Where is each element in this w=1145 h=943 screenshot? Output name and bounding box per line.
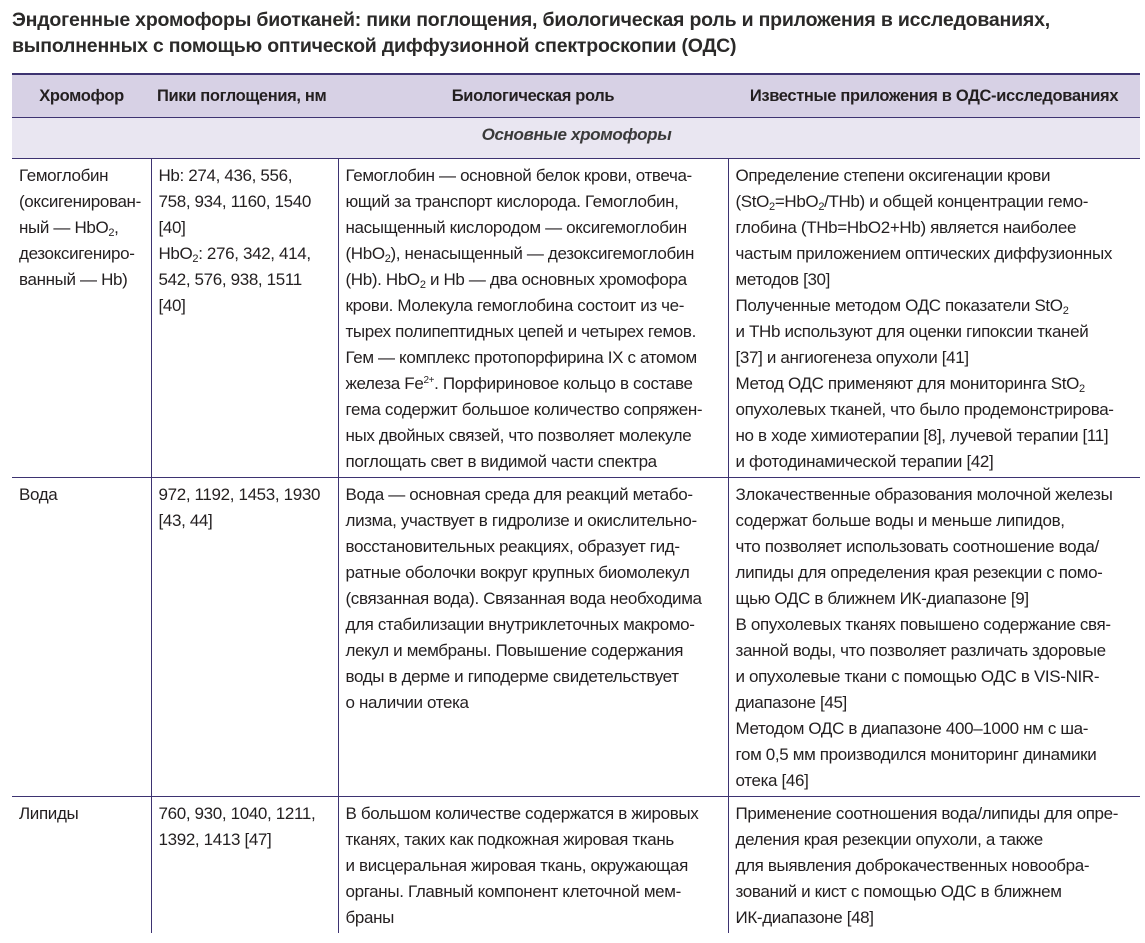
- text-line: методов [30]: [735, 270, 831, 289]
- text-line: зований и кист с помощью ОДС в ближнем: [735, 882, 1062, 901]
- text-line: Вода — основная среда для реакций метабо-: [345, 485, 693, 504]
- text-line: и THb используют для оценки гипоксии тканей: [735, 322, 1089, 341]
- cell-role: [338, 797, 728, 934]
- text-line: органы. Главный компонент клеточной мем-: [345, 882, 681, 901]
- text-span: (StO: [735, 192, 770, 211]
- text-line: лекул и мембраны. Повышение содержания: [345, 641, 684, 660]
- text-line: восстановительных реакциях, образует гид-: [345, 537, 680, 556]
- subscript: 2: [384, 253, 391, 265]
- text-line: насыщенный кислородом — оксигемоглобин: [345, 218, 687, 237]
- text-line: Hb: 274, 436, 556,: [158, 166, 293, 185]
- text-line: о наличии отека: [345, 693, 469, 712]
- text-line: для выявления доброкачественных новообра-: [735, 856, 1090, 875]
- subscript: 2: [108, 227, 115, 239]
- subscript: 2: [818, 201, 825, 213]
- cell-role: [338, 159, 728, 478]
- text-line: (связанная вода). Связанная вода необходима: [345, 589, 702, 608]
- text-line: но в ходе химиотерапии [8], лучевой терапии [11]: [735, 426, 1109, 445]
- text-span: ), ненасыщенный — дезоксигемоглобин: [390, 244, 695, 263]
- text-line: браны: [345, 908, 395, 927]
- header-role: Биологическая роль: [338, 74, 728, 118]
- table-row-lipids: [12, 797, 1140, 934]
- text-span: (HbO: [345, 244, 385, 263]
- cell-applications: [728, 797, 1140, 934]
- text-line: крови. Молекула гемоглобина состоит из че-: [345, 296, 685, 315]
- title-line-1: Эндогенные хромофоры биотканей: пики поглощения, биологическая роль и приложения в исследованиях,: [12, 9, 1050, 31]
- text-line: Применение соотношения вода/липиды для опре-: [735, 804, 1119, 823]
- text-line: Гемоглобин — основной белок крови, отвеча-: [345, 166, 692, 185]
- text-line: 758, 934, 1160, 1540: [158, 192, 311, 211]
- text-line: 1392, 1413 [47]: [158, 830, 272, 849]
- text-line: 760, 930, 1040, 1211,: [158, 804, 316, 823]
- text-line: (оксигенирован-: [19, 192, 141, 211]
- subscript: 2: [1062, 305, 1069, 317]
- text-line: ющий за транспорт кислорода. Гемоглобин,: [345, 192, 679, 211]
- table-row-hemoglobin: [12, 159, 1140, 478]
- text-line: гема содержит большое количество сопряжен-: [345, 400, 703, 419]
- text-line: ных двойных связей, что позволяет молекуле: [345, 426, 692, 445]
- header-row: [12, 74, 1140, 118]
- cell-peaks: [151, 797, 338, 934]
- text-line: Злокачественные образования молочной железы: [735, 485, 1113, 504]
- cell-peaks: [151, 159, 338, 478]
- cell-chromophore: [12, 159, 151, 478]
- text-line: 542, 576, 938, 1511: [158, 270, 302, 289]
- text-span: и Hb — два основных хромофора: [425, 270, 687, 289]
- text-line: глобина (THb=HbO2+Hb) является наиболее: [735, 218, 1077, 237]
- title-line-2: выполненных с помощью оптической диффузионной спектроскопии (ОДС): [12, 35, 737, 57]
- text-line: В опухолевых тканях повышено содержание свя-: [735, 615, 1111, 634]
- text-line: Определение степени оксигенации крови: [735, 166, 1051, 185]
- text-line: [346, 267, 722, 293]
- text-line: тырех полипептидных цепей и четырех гемов.: [345, 322, 696, 341]
- text-line: опухолевых тканей, что было продемонстрирова-: [735, 400, 1114, 419]
- text-line: и опухолевые ткани с помощью ОДС в VIS-NIR-: [735, 667, 1100, 686]
- text-line: частым приложением оптических диффузионных: [735, 244, 1112, 263]
- text-line: дезоксигениро-: [19, 244, 135, 263]
- text-line: и висцеральная жировая ткань, окружающая: [345, 856, 689, 875]
- text-line: деления края резекции опухоли, а также: [735, 830, 1043, 849]
- text-line: [159, 241, 332, 267]
- text-line: [736, 371, 1135, 397]
- text-line: 972, 1192, 1453, 1930: [158, 485, 321, 504]
- text-line: ванный — Hb): [19, 270, 128, 289]
- text-line: Методом ОДС в диапазоне 400–1000 нм с ша-: [735, 719, 1089, 738]
- subscript: 2: [769, 201, 775, 213]
- text-span: : 276, 342, 414,: [198, 244, 311, 263]
- text-line: для стабилизации внутриклеточных макромо-: [345, 615, 695, 634]
- text-line: тканях, таких как подкожная жировая ткань: [345, 830, 674, 849]
- text-line: лизма, участвует в гидролизе и окислительно-: [345, 511, 697, 530]
- subscript: 2: [1079, 383, 1085, 395]
- text-line: что позволяет использовать соотношение вода/: [735, 537, 1099, 556]
- section-row: [12, 118, 1140, 159]
- text-line: [19, 215, 145, 241]
- text-line: поглощать свет в видимой части спектра: [345, 452, 657, 471]
- text-line: Гемоглобин: [19, 166, 109, 185]
- subscript: 2: [192, 253, 199, 265]
- text-span: =HbO: [774, 192, 819, 211]
- text-line: ИК-диапазоне [48]: [735, 908, 874, 927]
- text-line: занной воды, что позволяет различать здоровые: [735, 641, 1106, 660]
- text-line: В большом количестве содержатся в жировых: [345, 804, 699, 823]
- cell-peaks: [151, 478, 338, 797]
- cell-applications: [728, 159, 1140, 478]
- text-line: диапазоне [45]: [735, 693, 847, 712]
- text-span: ный — HbO: [19, 218, 109, 237]
- header-peaks: Пики поглощения, нм: [151, 74, 338, 118]
- text-line: содержат больше воды и меньше липидов,: [735, 511, 1065, 530]
- text-span: железа Fe: [345, 374, 424, 393]
- text-span: Метод ОДС применяют для мониторинга StO: [735, 374, 1080, 393]
- text-line: и фотодинамической терапии [42]: [735, 452, 994, 471]
- cell-role: [338, 478, 728, 797]
- text-line: [43, 44]: [158, 511, 213, 530]
- text-line: гом 0,5 мм производился мониторинг динамики: [735, 745, 1097, 764]
- subscript: 2: [419, 279, 426, 291]
- header-applications: Известные приложения в ОДС-исследованиях: [728, 74, 1140, 118]
- text-span: Полученные методом ОДС показатели StO: [735, 296, 1063, 315]
- text-line: Гем — комплекс протопорфирина IX с атомом: [345, 348, 697, 367]
- text-line: липиды для определения края резекции с помо-: [735, 563, 1103, 582]
- text-span: /THb) и общей концентрации гемо-: [824, 192, 1089, 211]
- text-span: ,: [114, 218, 119, 237]
- text-span: (Hb). HbO: [345, 270, 420, 289]
- table-row-water: [12, 478, 1140, 797]
- header-chromophore: Хромофор: [12, 74, 151, 118]
- text-line: [346, 241, 722, 267]
- chromophores-table: [12, 73, 1140, 933]
- text-line: [40]: [158, 218, 186, 237]
- table-title: [12, 7, 1140, 59]
- text-line: [736, 293, 1135, 319]
- text-line: [37] и ангиогенеза опухоли [41]: [735, 348, 969, 367]
- text-line: воды в дерме и гиподерме свидетельствует: [345, 667, 679, 686]
- text-line: щью ОДС в ближнем ИК-диапазоне [9]: [735, 589, 1029, 608]
- cell-chromophore: Липиды: [12, 797, 151, 934]
- cell-applications: [728, 478, 1140, 797]
- text-line: [40]: [158, 296, 186, 315]
- text-line: ратные оболочки вокруг крупных биомолекул: [345, 563, 690, 582]
- section-title: Основные хромофоры: [12, 118, 1140, 159]
- text-line: [736, 189, 1135, 215]
- text-span: HbO: [158, 244, 193, 263]
- text-line: [346, 371, 722, 397]
- cell-chromophore: Вода: [12, 478, 151, 797]
- text-span: . Порфириновое кольцо в составе: [434, 374, 693, 393]
- text-line: отека [46]: [735, 771, 809, 790]
- superscript: 2+: [423, 375, 435, 386]
